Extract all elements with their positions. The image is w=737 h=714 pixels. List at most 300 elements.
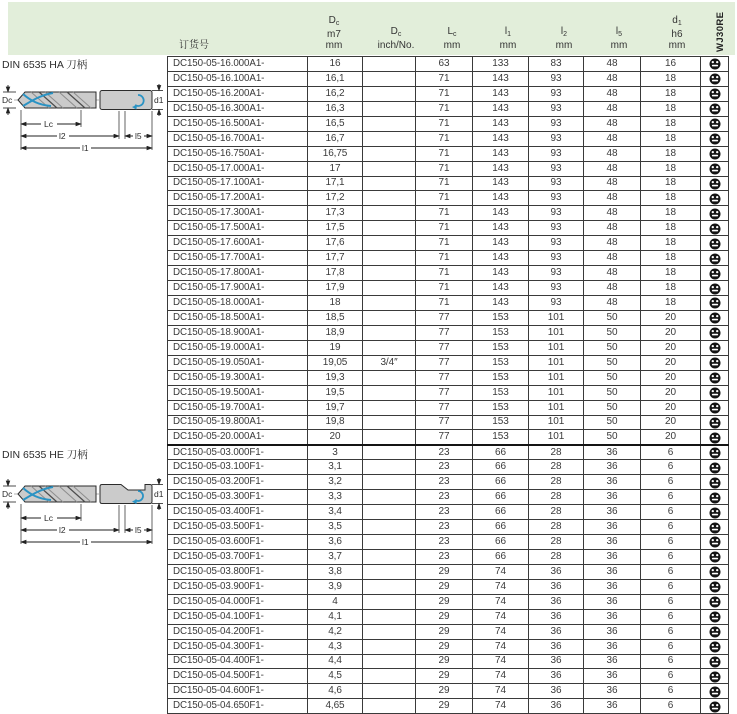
- l2-cell: 28: [529, 490, 584, 505]
- grade-availability-cell: [701, 684, 729, 699]
- column-header-d1: $d_1$ h6 mm: [668, 15, 686, 51]
- dc-mm-cell: 3,2: [308, 475, 363, 490]
- d1-cell: 18: [641, 161, 701, 176]
- through-coolant-icon: [709, 566, 721, 578]
- d1-cell: 6: [641, 505, 701, 520]
- dc-inch-cell: [363, 86, 416, 101]
- dim-label-l2: l2: [59, 131, 66, 141]
- d1-cell: 20: [641, 310, 701, 325]
- lc-cell: 71: [416, 296, 473, 311]
- table-row: [168, 310, 729, 325]
- table-row: [168, 176, 729, 191]
- dc-mm-cell: 17,9: [308, 281, 363, 296]
- l5-cell: 50: [584, 340, 641, 355]
- l2-cell: 36: [529, 654, 584, 669]
- dc-mm-cell: 4,2: [308, 624, 363, 639]
- l2-cell: 36: [529, 684, 584, 699]
- through-coolant-icon: [709, 193, 721, 205]
- d1-cell: 18: [641, 221, 701, 236]
- table-row: [168, 116, 729, 131]
- l1-cell: 143: [473, 101, 529, 116]
- l2-cell: 93: [529, 281, 584, 296]
- table-row: [168, 699, 729, 714]
- order-number-cell: DC150-05-03.700F1-: [168, 549, 308, 564]
- through-coolant-icon: [709, 357, 721, 369]
- dc-mm-cell: 16,1: [308, 71, 363, 86]
- dc-inch-cell: [363, 579, 416, 594]
- l1-cell: 143: [473, 176, 529, 191]
- l2-cell: 36: [529, 639, 584, 654]
- through-coolant-icon: [709, 148, 721, 160]
- lc-cell: 77: [416, 370, 473, 385]
- grade-availability-cell: [701, 266, 729, 281]
- lc-cell: 29: [416, 579, 473, 594]
- table-row: [168, 236, 729, 251]
- dc-inch-cell: [363, 310, 416, 325]
- order-number-cell: DC150-05-04.600F1-: [168, 684, 308, 699]
- d1-cell: 6: [641, 609, 701, 624]
- through-coolant-icon: [709, 686, 721, 698]
- grade-availability-cell: [701, 131, 729, 146]
- grade-availability-cell: [701, 146, 729, 161]
- l1-cell: 66: [473, 475, 529, 490]
- column-header-order-number: 订货号: [179, 40, 209, 51]
- l2-cell: 101: [529, 415, 584, 430]
- grade-availability-cell: [701, 579, 729, 594]
- l5-cell: 36: [584, 505, 641, 520]
- grade-availability-cell: [701, 520, 729, 535]
- through-coolant-icon: [709, 701, 721, 713]
- table-row: [168, 490, 729, 505]
- grade-availability-cell: [701, 206, 729, 221]
- grade-availability-cell: [701, 355, 729, 370]
- table-row: [168, 131, 729, 146]
- dc-mm-cell: 19,5: [308, 385, 363, 400]
- grade-availability-cell: [701, 176, 729, 191]
- dc-mm-cell: 16,75: [308, 146, 363, 161]
- d1-cell: 18: [641, 116, 701, 131]
- l5-cell: 50: [584, 400, 641, 415]
- l2-cell: 93: [529, 116, 584, 131]
- dc-inch-cell: [363, 221, 416, 236]
- l5-cell: 36: [584, 654, 641, 669]
- dim-label-l1: l1: [82, 143, 89, 153]
- order-number-cell: DC150-05-03.800F1-: [168, 564, 308, 579]
- l1-cell: 153: [473, 310, 529, 325]
- order-number-cell: DC150-05-18.900A1-: [168, 325, 308, 340]
- d1-cell: 6: [641, 624, 701, 639]
- l2-cell: 93: [529, 101, 584, 116]
- d1-cell: 6: [641, 549, 701, 564]
- table-row: [168, 86, 729, 101]
- through-coolant-icon: [709, 596, 721, 608]
- d1-cell: 6: [641, 699, 701, 714]
- grade-availability-cell: [701, 535, 729, 550]
- l1-cell: 153: [473, 370, 529, 385]
- l5-cell: 36: [584, 520, 641, 535]
- l5-cell: 36: [584, 594, 641, 609]
- dc-inch-cell: [363, 161, 416, 176]
- lc-cell: 29: [416, 669, 473, 684]
- order-number-cell: DC150-05-16.000A1-: [168, 57, 308, 72]
- dc-inch-cell: [363, 370, 416, 385]
- l2-cell: 93: [529, 206, 584, 221]
- dc-inch-cell: [363, 490, 416, 505]
- through-coolant-icon: [709, 671, 721, 683]
- grade-availability-cell: [701, 116, 729, 131]
- table-row: [168, 370, 729, 385]
- d1-cell: 6: [641, 490, 701, 505]
- l2-cell: 93: [529, 161, 584, 176]
- l1-cell: 74: [473, 624, 529, 639]
- l2-cell: 101: [529, 340, 584, 355]
- lc-cell: 23: [416, 549, 473, 564]
- table-row: [168, 505, 729, 520]
- table-header-band: [8, 2, 735, 55]
- order-number-cell: DC150-05-17.600A1-: [168, 236, 308, 251]
- dc-mm-cell: 4,65: [308, 699, 363, 714]
- dc-inch-cell: [363, 594, 416, 609]
- dc-inch-cell: [363, 609, 416, 624]
- dim-label-l5: l5: [135, 131, 142, 141]
- table-row: [168, 385, 729, 400]
- dc-inch-cell: [363, 340, 416, 355]
- lc-cell: 23: [416, 445, 473, 460]
- lc-cell: 23: [416, 490, 473, 505]
- l1-cell: 74: [473, 669, 529, 684]
- dc-mm-cell: 16,2: [308, 86, 363, 101]
- d1-cell: 6: [641, 520, 701, 535]
- through-coolant-icon: [709, 223, 721, 235]
- through-coolant-icon: [709, 656, 721, 668]
- d1-cell: 20: [641, 385, 701, 400]
- l2-cell: 28: [529, 535, 584, 550]
- l5-cell: 48: [584, 161, 641, 176]
- grade-availability-cell: [701, 505, 729, 520]
- l5-cell: 36: [584, 684, 641, 699]
- grade-availability-cell: [701, 221, 729, 236]
- l2-cell: 93: [529, 191, 584, 206]
- lc-cell: 71: [416, 281, 473, 296]
- l5-cell: 48: [584, 206, 641, 221]
- table-row: [168, 579, 729, 594]
- dim-label-lc: Lc: [44, 119, 53, 129]
- l1-cell: 66: [473, 490, 529, 505]
- dc-mm-cell: 4: [308, 594, 363, 609]
- through-coolant-icon: [709, 402, 721, 414]
- through-coolant-icon: [709, 312, 721, 324]
- dc-inch-cell: [363, 71, 416, 86]
- through-coolant-icon: [709, 327, 721, 339]
- l2-cell: 101: [529, 370, 584, 385]
- lc-cell: 71: [416, 251, 473, 266]
- l2-cell: 101: [529, 325, 584, 340]
- l2-cell: 36: [529, 579, 584, 594]
- l5-cell: 48: [584, 251, 641, 266]
- l2-cell: 93: [529, 176, 584, 191]
- d1-cell: 20: [641, 430, 701, 445]
- dc-mm-cell: 19,7: [308, 400, 363, 415]
- order-number-cell: DC150-05-16.700A1-: [168, 131, 308, 146]
- dc-mm-cell: 4,6: [308, 684, 363, 699]
- order-number-cell: DC150-05-04.100F1-: [168, 609, 308, 624]
- drill-diagram-ha-shank: [1, 84, 165, 176]
- l5-cell: 36: [584, 445, 641, 460]
- table-row: [168, 101, 729, 116]
- l5-cell: 36: [584, 564, 641, 579]
- order-number-cell: DC150-05-04.400F1-: [168, 654, 308, 669]
- table-row: [168, 430, 729, 445]
- l2-cell: 36: [529, 699, 584, 714]
- lc-cell: 23: [416, 520, 473, 535]
- l2-cell: 36: [529, 669, 584, 684]
- through-coolant-icon: [709, 253, 721, 265]
- dc-inch-cell: [363, 116, 416, 131]
- order-number-cell: DC150-05-16.200A1-: [168, 86, 308, 101]
- l5-cell: 48: [584, 146, 641, 161]
- d1-cell: 18: [641, 71, 701, 86]
- l1-cell: 74: [473, 639, 529, 654]
- grade-availability-cell: [701, 340, 729, 355]
- l5-cell: 36: [584, 460, 641, 475]
- l5-cell: 36: [584, 579, 641, 594]
- dc-inch-cell: [363, 400, 416, 415]
- table-row: [168, 71, 729, 86]
- through-coolant-icon: [709, 58, 721, 70]
- order-number-cell: DC150-05-03.300F1-: [168, 490, 308, 505]
- lc-cell: 29: [416, 699, 473, 714]
- l2-cell: 101: [529, 400, 584, 415]
- table-row: [168, 594, 729, 609]
- lc-cell: 77: [416, 430, 473, 445]
- lc-cell: 29: [416, 564, 473, 579]
- lc-cell: 71: [416, 71, 473, 86]
- dc-inch-cell: [363, 281, 416, 296]
- dc-inch-cell: [363, 266, 416, 281]
- dc-mm-cell: 16,7: [308, 131, 363, 146]
- grade-availability-cell: [701, 445, 729, 460]
- grade-availability-cell: [701, 490, 729, 505]
- dc-mm-cell: 4,1: [308, 609, 363, 624]
- l1-cell: 143: [473, 146, 529, 161]
- lc-cell: 29: [416, 594, 473, 609]
- dc-inch-cell: [363, 385, 416, 400]
- dim-label-d1: d1: [154, 95, 164, 105]
- d1-cell: 20: [641, 325, 701, 340]
- dc-inch-cell: [363, 654, 416, 669]
- dc-inch-cell: [363, 505, 416, 520]
- dc-mm-cell: 19,3: [308, 370, 363, 385]
- d1-cell: 6: [641, 475, 701, 490]
- l2-cell: 93: [529, 296, 584, 311]
- grade-availability-cell: [701, 639, 729, 654]
- column-header-lc: $L_c$ mm: [443, 26, 461, 51]
- through-coolant-icon: [709, 387, 721, 399]
- dc-inch-cell: [363, 415, 416, 430]
- dc-mm-cell: 3,5: [308, 520, 363, 535]
- dc-inch-cell: 3/4″: [363, 355, 416, 370]
- order-number-cell: DC150-05-17.300A1-: [168, 206, 308, 221]
- column-header-dc-inch: $D_c$ inch/No.: [377, 26, 415, 51]
- table-row: [168, 355, 729, 370]
- d1-cell: 20: [641, 355, 701, 370]
- table-row: [168, 654, 729, 669]
- d1-cell: 6: [641, 579, 701, 594]
- l5-cell: 50: [584, 370, 641, 385]
- lc-cell: 23: [416, 460, 473, 475]
- dc-inch-cell: [363, 296, 416, 311]
- dc-inch-cell: [363, 445, 416, 460]
- l5-cell: 36: [584, 549, 641, 564]
- spec-table: [167, 56, 729, 714]
- drill-shank-whistle-notch: [100, 485, 152, 504]
- order-number-cell: DC150-05-17.000A1-: [168, 161, 308, 176]
- l1-cell: 66: [473, 549, 529, 564]
- dc-inch-cell: [363, 101, 416, 116]
- grade-availability-cell: [701, 594, 729, 609]
- dc-inch-cell: [363, 57, 416, 72]
- l5-cell: 50: [584, 415, 641, 430]
- grade-availability-cell: [701, 236, 729, 251]
- dc-mm-cell: 4,3: [308, 639, 363, 654]
- order-number-cell: DC150-05-16.100A1-: [168, 71, 308, 86]
- grade-availability-cell: [701, 430, 729, 445]
- table-row: [168, 549, 729, 564]
- dc-mm-cell: 17,7: [308, 251, 363, 266]
- l5-cell: 48: [584, 101, 641, 116]
- lc-cell: 71: [416, 236, 473, 251]
- table-row: [168, 206, 729, 221]
- l5-cell: 50: [584, 310, 641, 325]
- table-row: [168, 460, 729, 475]
- table-row: [168, 684, 729, 699]
- l5-cell: 48: [584, 191, 641, 206]
- dc-inch-cell: [363, 146, 416, 161]
- lc-cell: 29: [416, 609, 473, 624]
- order-number-cell: DC150-05-17.900A1-: [168, 281, 308, 296]
- l1-cell: 143: [473, 281, 529, 296]
- order-number-cell: DC150-05-17.800A1-: [168, 266, 308, 281]
- order-number-cell: DC150-05-17.200A1-: [168, 191, 308, 206]
- lc-cell: 71: [416, 101, 473, 116]
- l1-cell: 143: [473, 296, 529, 311]
- l1-cell: 143: [473, 236, 529, 251]
- grade-availability-cell: [701, 191, 729, 206]
- d1-cell: 20: [641, 415, 701, 430]
- grade-availability-cell: [701, 101, 729, 116]
- order-number-cell: DC150-05-04.300F1-: [168, 639, 308, 654]
- table-row: [168, 266, 729, 281]
- dim-label-dc: Dc: [2, 95, 13, 105]
- d1-cell: 6: [641, 535, 701, 550]
- order-number-cell: DC150-05-03.000F1-: [168, 445, 308, 460]
- lc-cell: 71: [416, 116, 473, 131]
- through-coolant-icon: [709, 581, 721, 593]
- l1-cell: 143: [473, 116, 529, 131]
- table-row: [168, 415, 729, 430]
- through-coolant-icon: [709, 268, 721, 280]
- grade-availability-cell: [701, 669, 729, 684]
- l5-cell: 36: [584, 535, 641, 550]
- through-coolant-icon: [709, 283, 721, 295]
- d1-cell: 18: [641, 281, 701, 296]
- table-row: [168, 609, 729, 624]
- order-number-cell: DC150-05-03.400F1-: [168, 505, 308, 520]
- dc-mm-cell: 16: [308, 57, 363, 72]
- l1-cell: 153: [473, 400, 529, 415]
- dc-mm-cell: 19,8: [308, 415, 363, 430]
- grade-availability-cell: [701, 325, 729, 340]
- l1-cell: 74: [473, 684, 529, 699]
- lc-cell: 77: [416, 400, 473, 415]
- column-header-l1: $l_1$ mm: [499, 26, 517, 51]
- d1-cell: 18: [641, 236, 701, 251]
- l5-cell: 50: [584, 355, 641, 370]
- l1-cell: 143: [473, 86, 529, 101]
- table-row: [168, 564, 729, 579]
- dc-mm-cell: 4,4: [308, 654, 363, 669]
- l5-cell: 48: [584, 296, 641, 311]
- table-row: [168, 340, 729, 355]
- dc-mm-cell: 3,3: [308, 490, 363, 505]
- l1-cell: 74: [473, 654, 529, 669]
- through-coolant-icon: [709, 507, 721, 519]
- lc-cell: 71: [416, 131, 473, 146]
- d1-cell: 6: [641, 460, 701, 475]
- l5-cell: 36: [584, 669, 641, 684]
- order-number-cell: DC150-05-04.650F1-: [168, 699, 308, 714]
- grade-availability-cell: [701, 699, 729, 714]
- l1-cell: 74: [473, 699, 529, 714]
- dc-inch-cell: [363, 699, 416, 714]
- l2-cell: 36: [529, 609, 584, 624]
- l1-cell: 143: [473, 71, 529, 86]
- l5-cell: 36: [584, 624, 641, 639]
- l2-cell: 28: [529, 549, 584, 564]
- through-coolant-icon: [709, 626, 721, 638]
- l2-cell: 28: [529, 445, 584, 460]
- d1-cell: 20: [641, 340, 701, 355]
- grade-availability-cell: [701, 460, 729, 475]
- l2-cell: 93: [529, 221, 584, 236]
- dc-inch-cell: [363, 191, 416, 206]
- l2-cell: 101: [529, 385, 584, 400]
- lc-cell: 29: [416, 654, 473, 669]
- through-coolant-icon: [709, 208, 721, 220]
- lc-cell: 71: [416, 86, 473, 101]
- table-row: [168, 296, 729, 311]
- grade-availability-cell: [701, 609, 729, 624]
- lc-cell: 71: [416, 146, 473, 161]
- d1-cell: 6: [641, 654, 701, 669]
- dc-mm-cell: 17,8: [308, 266, 363, 281]
- l1-cell: 143: [473, 251, 529, 266]
- table-row: [168, 535, 729, 550]
- dc-mm-cell: 3,7: [308, 549, 363, 564]
- grade-availability-cell: [701, 57, 729, 72]
- grade-availability-cell: [701, 86, 729, 101]
- dc-inch-cell: [363, 624, 416, 639]
- l2-cell: 93: [529, 266, 584, 281]
- order-number-cell: DC150-05-19.700A1-: [168, 400, 308, 415]
- dc-inch-cell: [363, 475, 416, 490]
- l1-cell: 66: [473, 505, 529, 520]
- l2-cell: 36: [529, 594, 584, 609]
- dim-label-lc: Lc: [44, 513, 53, 523]
- dc-inch-cell: [363, 535, 416, 550]
- dim-label-dc: Dc: [2, 489, 13, 499]
- dc-mm-cell: 18: [308, 296, 363, 311]
